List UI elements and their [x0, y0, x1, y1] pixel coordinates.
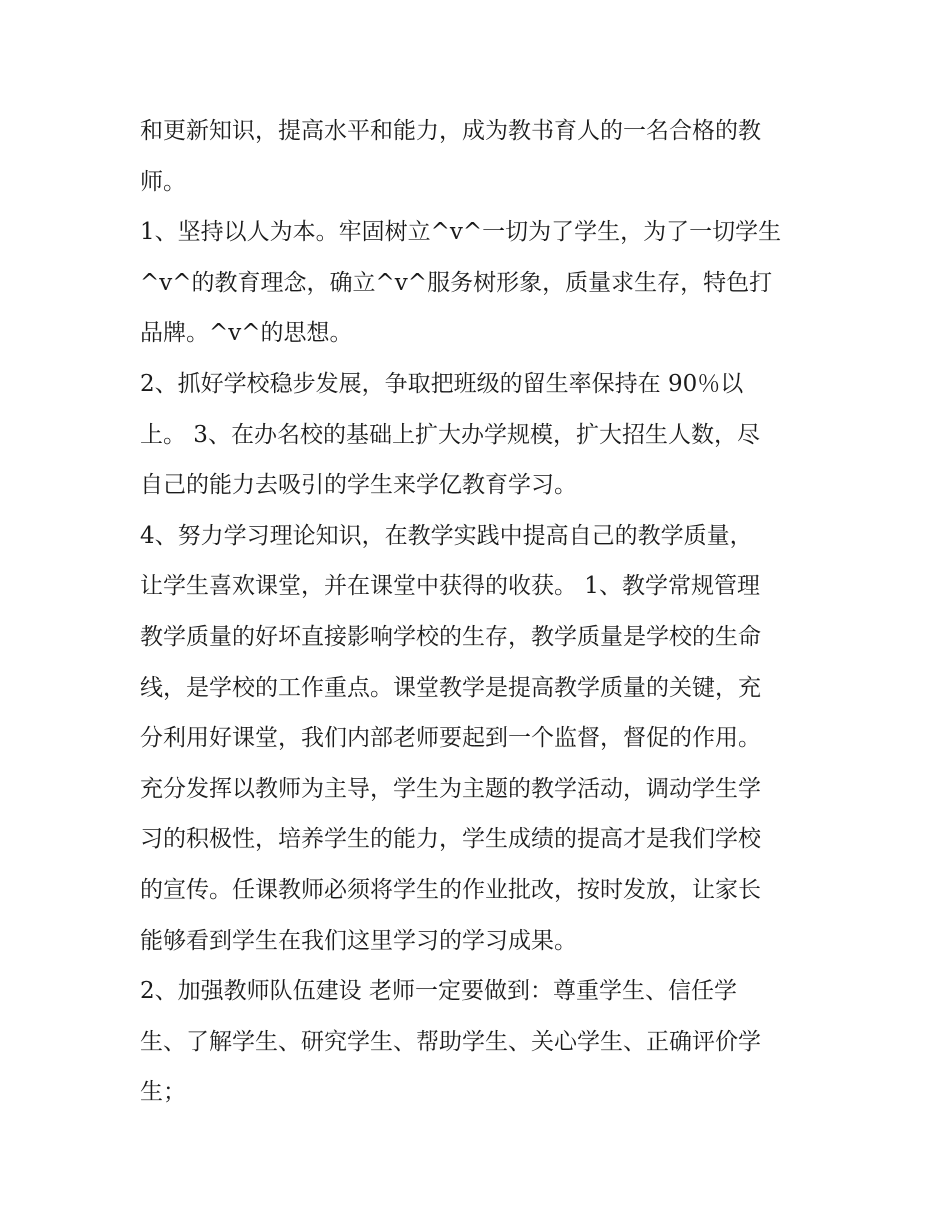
- text-line: 分利用好课堂，我们内部老师要起到一个监督，督促的作用。: [140, 725, 761, 752]
- text-line: 品牌。^v^的思想。: [140, 320, 353, 347]
- body-text: [140, 106, 820, 1118]
- text-line: 和更新知识，提高水平和能力，成为教书育人的一名合格的教: [140, 118, 761, 144]
- text-line: 2、抓好学校稳步发展，争取把班级的留生率保持在 90％以: [140, 370, 744, 397]
- text-line: 的宣传。任课教师必须将学生的作业批改，按时发放，让家长: [140, 876, 761, 903]
- text-line: ^v^的教育理念，确立^v^服务树形象，质量求生存，特色打: [140, 269, 773, 296]
- text-line: 习的积极性，培养学生的能力，学生成绩的提高才是我们学校: [140, 826, 761, 853]
- text-line: 生、了解学生、研究学生、帮助学生、关心学生、正确评价学: [140, 1028, 761, 1055]
- text-line: 师。: [140, 168, 186, 195]
- text-line: 4、努力学习理论知识，在教学实践中提高自己的教学质量，: [140, 522, 753, 549]
- text-line: 让学生喜欢课堂，并在课堂中获得的收获。 1、教学常规管理: [140, 573, 760, 600]
- text-line: 充分发挥以教师为主导，学生为主题的教学活动，调动学生学: [140, 775, 761, 802]
- text-line: 生；: [140, 1079, 186, 1106]
- text-line: 2、加强教师队伍建设 老师一定要做到：尊重学生、信任学: [140, 978, 737, 1005]
- text-line: 1、坚持以人为本。牢固树立^v^一切为了学生，为了一切学生: [140, 219, 782, 246]
- text-line: 教学质量的好坏直接影响学校的生存，教学质量是学校的生命: [140, 623, 761, 650]
- text-line: 线，是学校的工作重点。课堂教学是提高教学质量的关键，充: [140, 674, 761, 701]
- text-line: 上。 3、在办名校的基础上扩大办学规模，扩大招生人数，尽: [140, 421, 760, 448]
- text-line: 自己的能力去吸引的学生来学亿教育学习。: [140, 472, 577, 499]
- text-line: 能够看到学生在我们这里学习的学习成果。: [140, 927, 577, 954]
